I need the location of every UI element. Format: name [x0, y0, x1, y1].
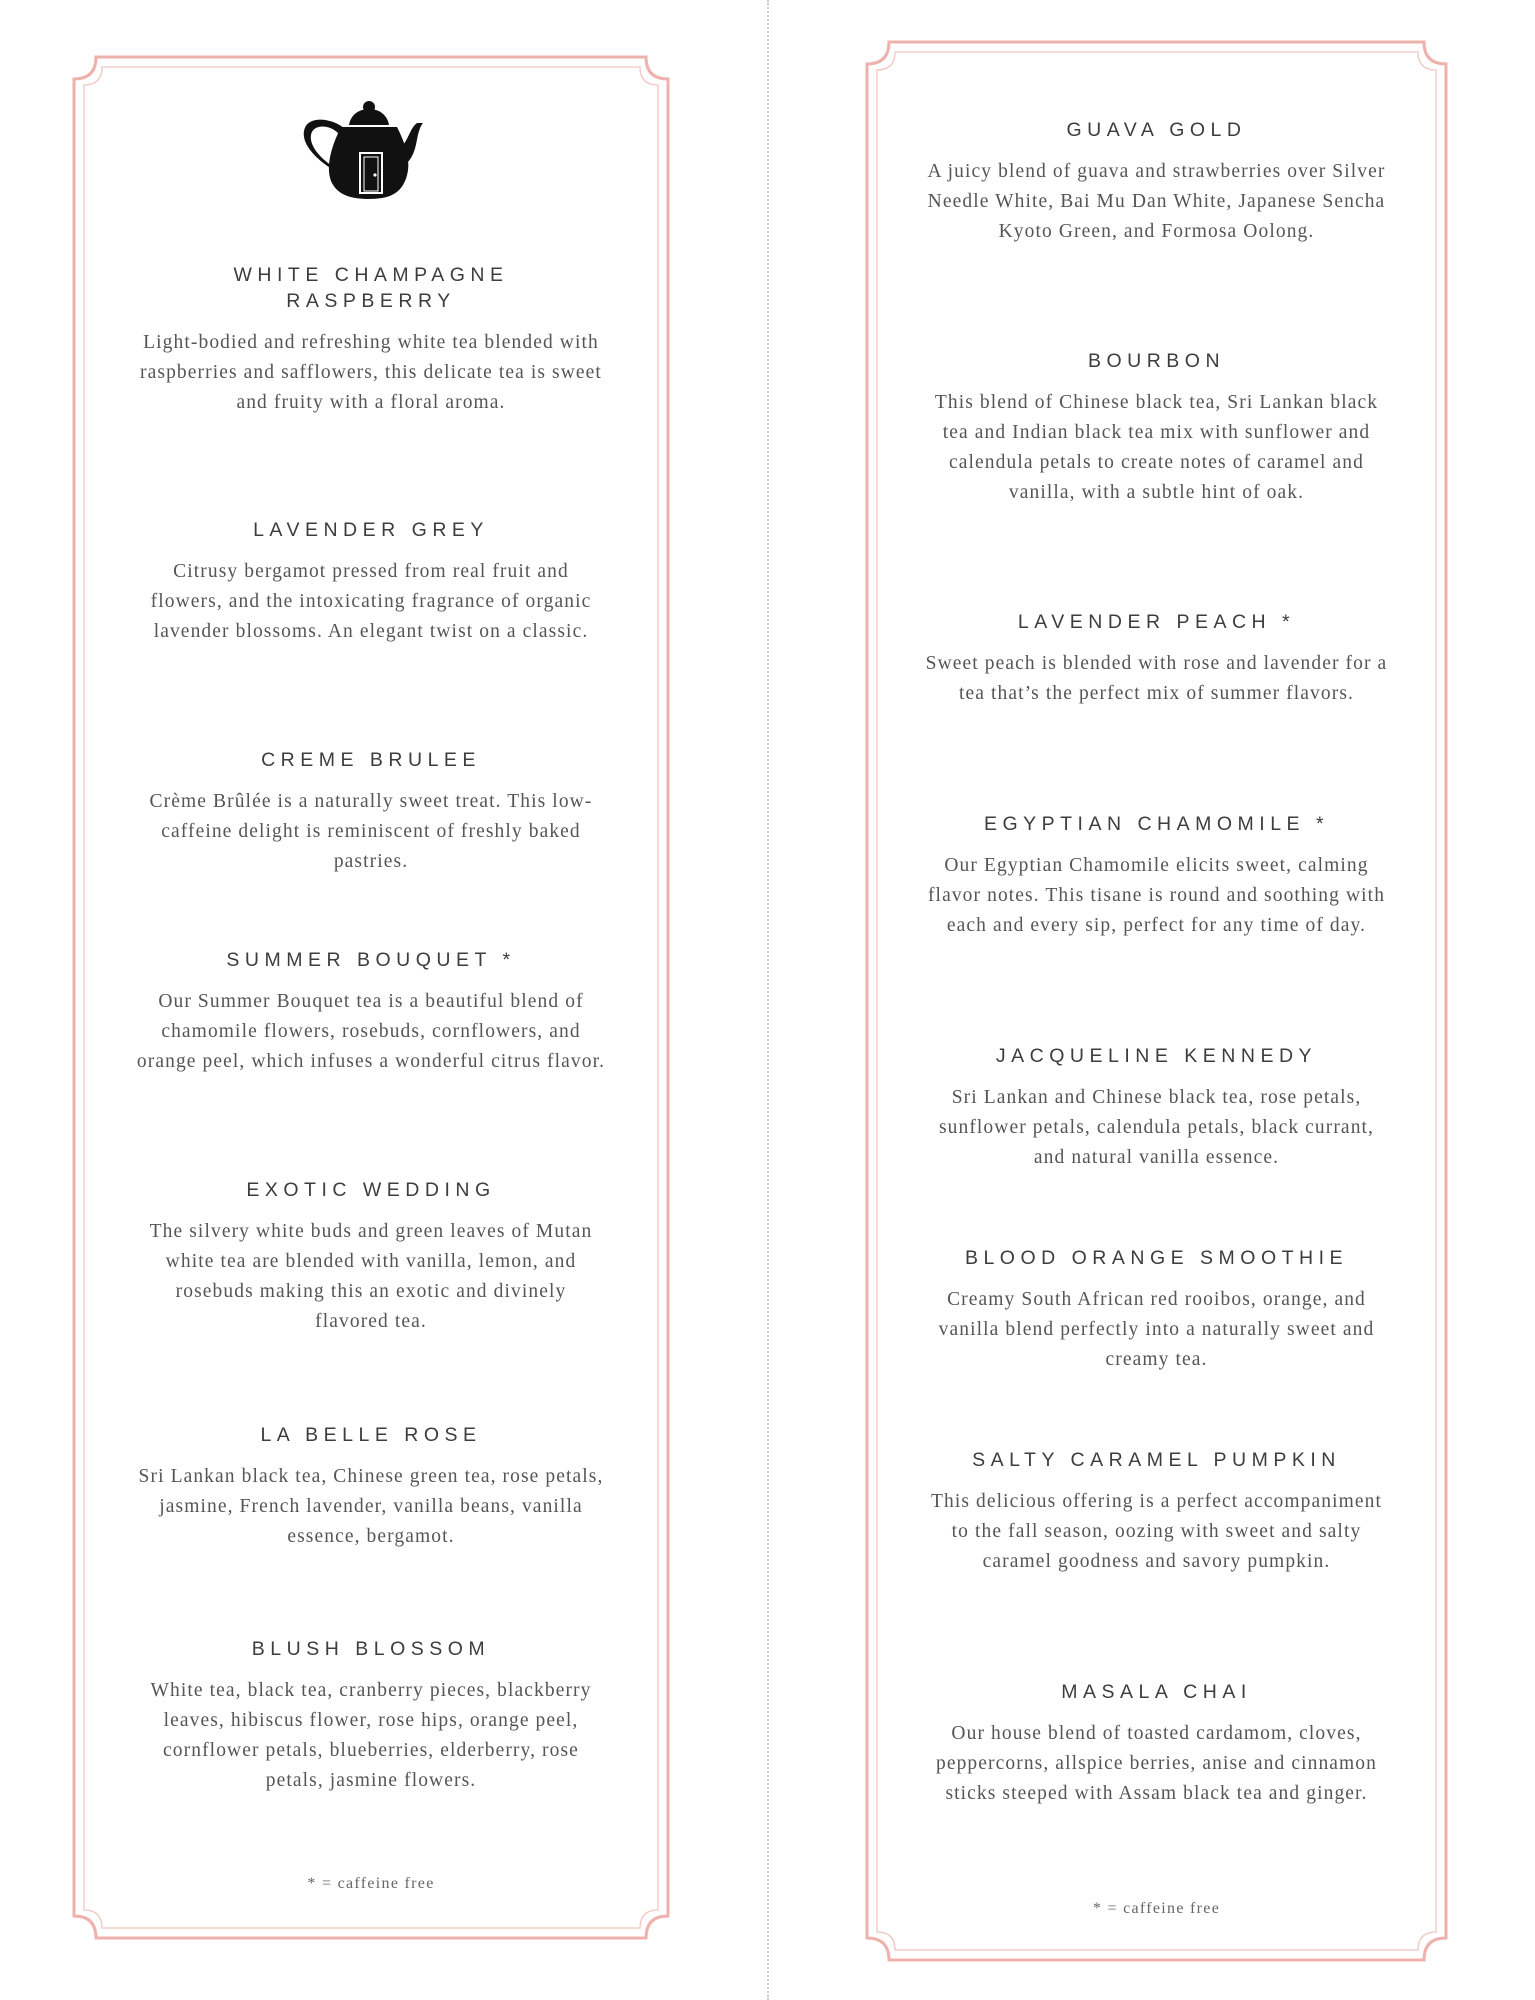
menu-item — [72, 1177, 670, 1337]
tea-name: EXOTIC WEDDING — [246, 1179, 496, 1201]
menu-item — [865, 1679, 1448, 1809]
tea-description: Citrusy bergamot pressed from real fruit and flowers, and the intoxicating fragrance of organic lavender blossoms. An elegant twist on a classic. — [150, 561, 592, 642]
menu-item — [72, 1422, 670, 1552]
tea-description: Sri Lankan black tea, Chinese green tea, rose petals, jasmine, French lavender, vanilla beans, vanilla essence, bergamot. — [138, 1466, 604, 1547]
fold-line — [767, 0, 769, 2000]
menu-card-left — [72, 55, 670, 1940]
menu-item — [72, 947, 670, 1077]
tea-description: Our Egyptian Chamomile elicits sweet, calming flavor notes. This tisane is round and soothing with each and every sip, perfect for any time of day. — [927, 855, 1386, 936]
tea-description: This blend of Chinese black tea, Sri Lankan black tea and Indian black tea mix with sunflower and calendula petals to create notes of caramel and vanilla, with a subtle hint of oak. — [934, 392, 1379, 503]
tea-description: Creamy South African red rooibos, orange, and vanilla blend perfectly into a naturally sweet and creamy tea. — [938, 1289, 1375, 1370]
menu-card-right — [865, 40, 1448, 1962]
menu-item — [72, 747, 670, 877]
menu-item — [865, 117, 1448, 247]
tea-name: EGYPTIAN CHAMOMILE * — [983, 813, 1330, 835]
tea-description: Our Summer Bouquet tea is a beautiful blend of chamomile flowers, rosebuds, cornflowers, and orange peel, which infuses a wonderful citrus flavor. — [136, 991, 606, 1072]
menu-item — [72, 262, 670, 418]
tea-description: White tea, black tea, cranberry pieces, blackberry leaves, hibiscus flower, rose hips, orange peel, cornflower petals, blueberries, elderberry, rose petals, jasmine flowers. — [150, 1680, 592, 1791]
menu-item — [865, 1245, 1448, 1375]
menu-item — [865, 1447, 1448, 1577]
tea-description: Crème Brûlée is a naturally sweet treat. This low-caffeine delight is reminiscent of freshly baked pastries. — [149, 791, 593, 872]
menu-item — [72, 1636, 670, 1796]
tea-description: Our house blend of toasted cardamom, cloves, peppercorns, allspice berries, anise and cinnamon sticks steeped with Assam black tea and ginger. — [935, 1723, 1378, 1804]
menu-item — [72, 517, 670, 647]
tea-name: CREME BRULEE — [261, 749, 481, 771]
tea-name: BLOOD ORANGE SMOOTHIE — [964, 1247, 1349, 1269]
tea-name: SUMMER BOUQUET * — [226, 949, 516, 971]
tea-description: This delicious offering is a perfect accompaniment to the fall season, oozing with sweet and salty caramel goodness and savory pumpkin. — [931, 1491, 1382, 1572]
menu-item — [865, 1043, 1448, 1173]
tea-description: Sweet peach is blended with rose and lavender for a tea that’s the perfect mix of summer flavors. — [925, 653, 1388, 704]
tea-name: BLUSH BLOSSOM — [251, 1638, 491, 1660]
tea-description: Light-bodied and refreshing white tea blended with raspberries and safflowers, this delicate tea is sweet and fruity with a floral aroma. — [140, 332, 602, 413]
tea-description: A juicy blend of guava and strawberries over Silver Needle White, Bai Mu Dan White, Japanese Sencha Kyoto Green, and Formosa Oolong. — [927, 161, 1386, 242]
menu-item — [865, 811, 1448, 941]
tea-name: LAVENDER PEACH * — [1017, 611, 1296, 633]
footnote: * = caffeine free — [307, 1875, 435, 1892]
menu-item — [865, 609, 1448, 709]
tea-name: GUAVA GOLD — [1066, 119, 1247, 141]
footnote: * = caffeine free — [1092, 1900, 1221, 1917]
menu-item — [865, 348, 1448, 508]
tea-name: JACQUELINE KENNEDY — [995, 1045, 1318, 1067]
tea-name: SALTY CARAMEL PUMPKIN — [972, 1449, 1341, 1471]
tea-name: LA BELLE ROSE — [260, 1424, 482, 1446]
menu-list-right — [865, 40, 1448, 1962]
tea-name: WHITE CHAMPAGNE RASPBERRY — [233, 264, 509, 312]
tea-name: LAVENDER GREY — [253, 519, 489, 541]
tea-description: Sri Lankan and Chinese black tea, rose petals, sunflower petals, calendula petals, black currant, and natural vanilla essence. — [938, 1087, 1375, 1168]
tea-description: The silvery white buds and green leaves of Mutan white tea are blended with vanilla, lemon, and rosebuds making this an exotic and divinely flavored tea. — [149, 1221, 593, 1332]
tea-name: BOURBON — [1087, 350, 1226, 372]
tea-name: MASALA CHAI — [1061, 1681, 1252, 1703]
menu-list-left — [72, 55, 670, 1940]
